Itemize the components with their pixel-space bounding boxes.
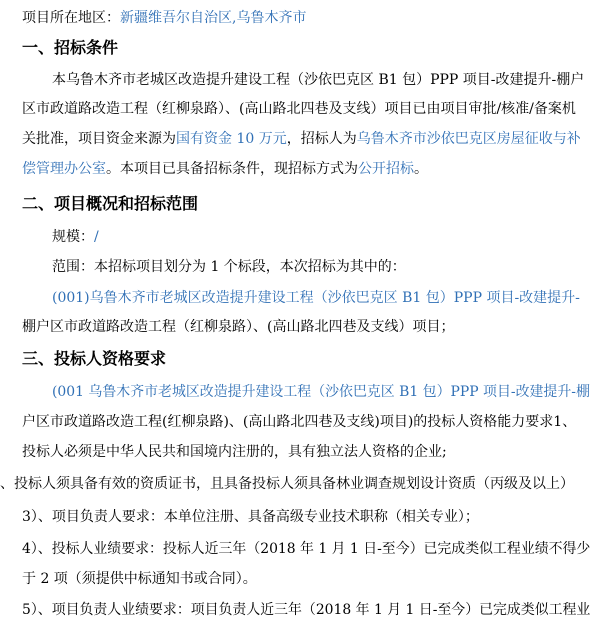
- s3-line-2: 户区市政道路改造工程(红柳泉路)、(高山路北四巷及支线)项目)的投标人资格能力要求1、: [22, 414, 577, 430]
- location-label: 项目所在地区：: [22, 10, 120, 26]
- s1-paragraph-line-1: 本乌鲁木齐市老城区改造提升建设工程（沙依巴克区 B1 包）PPP 项目-改建提升-棚户: [52, 72, 585, 88]
- s3-line-4: [0, 475, 580, 493]
- scale-label: 规模：: [52, 229, 94, 245]
- s1-paragraph-line-2: 区市政道路改造工程（红柳泉路）、(高山路北四巷及支线）项目已由项目审批/核准/备案机: [22, 101, 576, 117]
- section-1-title: 一、招标条件: [22, 38, 119, 57]
- s3-line-6: 4）、投标人业绩要求：投标人近三年（2018 年 1 月 1 日-至今）已完成类似工程业绩不得少: [22, 541, 591, 557]
- tenderer-name-part2: 偿管理办公室: [22, 161, 106, 177]
- s3-line-3: 投标人必须是中华人民共和国境内注册的，具有独立法人资格的企业;: [22, 444, 447, 460]
- s3-line-5: 3）、项目负责人要求：本单位注册、具备高级专业技术职称（相关专业）；: [22, 509, 479, 525]
- section-3-title: 三、投标人资格要求: [22, 349, 167, 368]
- scope-line: 范围：本招标项目划分为 1 个标段，本次招标为其中的：: [52, 259, 406, 275]
- s1-l3-text-c: ，招标人为: [286, 131, 357, 147]
- s3-line-4-text: 、投标人须具备有效的资质证书，且具备投标人须具备林业调查规划设计资质（丙级及以上）: [0, 476, 574, 492]
- s1-paragraph-line-3: [22, 130, 581, 148]
- tenderer-name-part1: 乌鲁木齐市沙依巴克区房屋征收与补: [356, 131, 581, 147]
- s1-l3-text-a: 关批准，项目资金来源为: [22, 131, 176, 147]
- scale-line: [52, 228, 99, 246]
- s3-line-8: 5）、项目负责人业绩要求：项目负责人近三年（2018 年 1 月 1 日-至今）已完成类似工程业: [22, 602, 591, 618]
- location-value: 新疆维吾尔自治区,乌鲁木齐市: [120, 10, 307, 26]
- section-2-title: 二、项目概况和招标范围: [22, 194, 199, 213]
- fund-source-value: 国有资金 10 万元: [176, 131, 287, 147]
- s3-line-1: (001 乌鲁木齐市老城区改造提升建设工程（沙依巴克区 B1 包）PPP 项目-改建提升-棚: [52, 384, 590, 400]
- s1-l4-text-b: 。本项目已具备招标条件，现招标方式为: [106, 161, 358, 177]
- s1-l4-text-d: 。: [414, 161, 428, 177]
- lot-item-line-2: 棚户区市政道路改造工程（红柳泉路）、(高山路北四巷及支线）项目；: [22, 319, 455, 335]
- s3-line-7: 于 2 项（须提供中标通知书或合同）。: [22, 571, 257, 587]
- scale-value: /: [94, 229, 99, 245]
- s1-paragraph-line-4: [22, 160, 428, 178]
- lot-item-line-1: (001)乌鲁木齐市老城区改造提升建设工程（沙依巴克区 B1 包）PPP 项目-改建提升-: [52, 290, 580, 306]
- bidding-method-value: 公开招标: [358, 161, 414, 177]
- project-location-line: [22, 9, 306, 27]
